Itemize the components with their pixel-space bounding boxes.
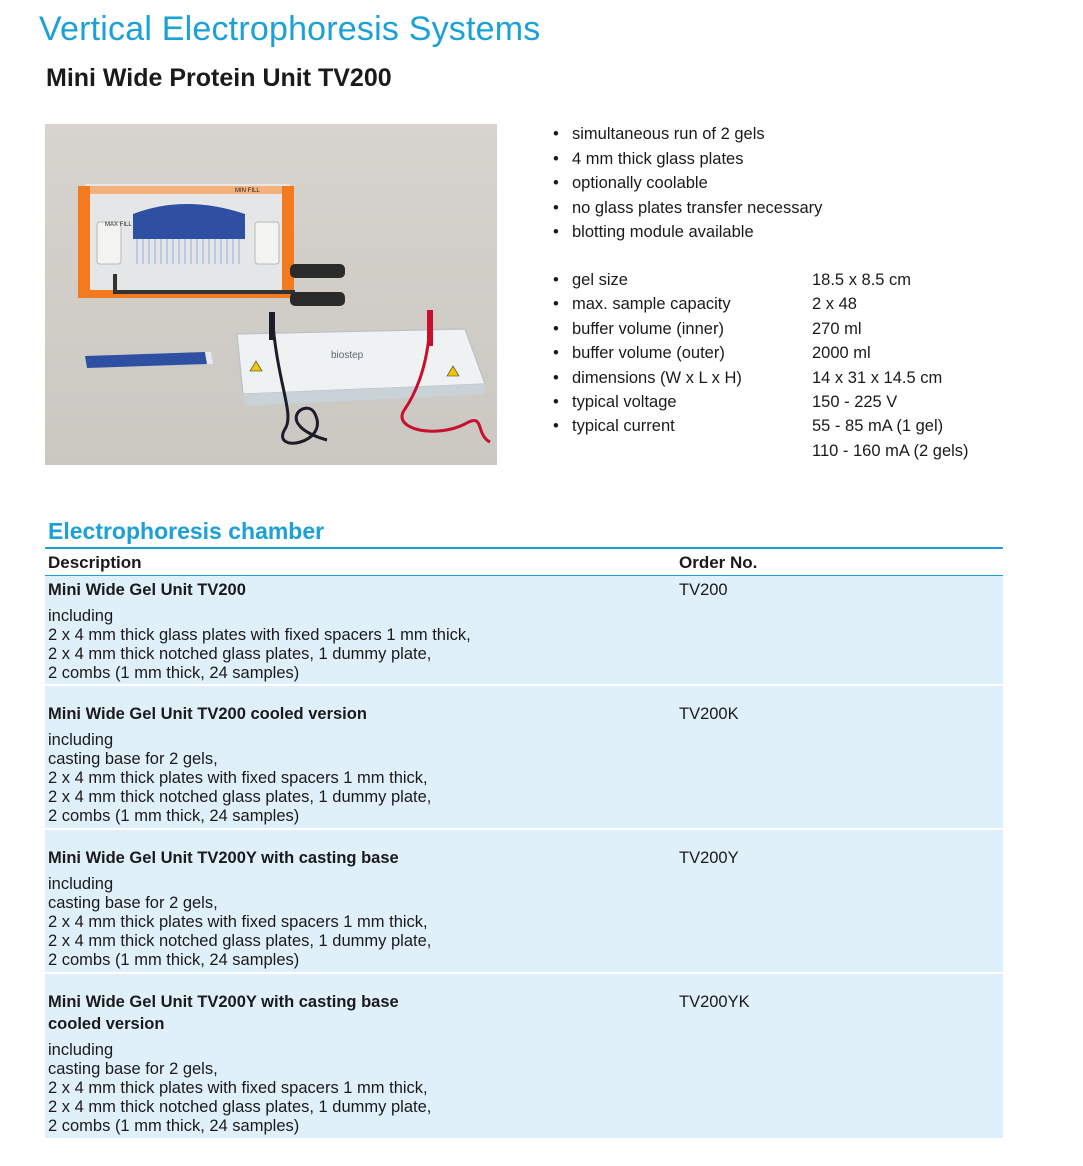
spec-label: buffer volume (inner) [572,319,724,338]
detail-line: including [48,607,114,625]
column-header-order-no: Order No. [679,553,758,572]
column-header-description: Description [48,553,142,572]
product-name-line: Mini Wide Gel Unit TV200 [48,581,246,599]
bullet: • [553,344,559,363]
bullet: • [553,368,559,387]
feature-item: • 4 mm thick glass plates [552,147,1032,172]
spec-value: 2 x 48 [812,295,857,314]
spec-label: dimensions (W x L x H) [572,368,742,387]
table-header [45,550,1003,576]
brand-label: biostep [331,350,364,361]
table-row [45,830,1003,974]
spec-row [552,390,1032,414]
spec-value: 55 - 85 mA (1 gel) [812,417,944,436]
detail-line: 2 x 4 mm thick notched glass plates, 1 dummy plate, [48,645,432,663]
spec-list [552,268,1032,460]
spec-value: 14 x 31 x 14.5 cm [812,368,943,387]
page-subtitle: Mini Wide Protein Unit TV200 [46,64,392,92]
detail-line: casting base for 2 gels, [48,1060,218,1078]
product-name [48,579,246,601]
detail-line: casting base for 2 gels, [48,750,218,768]
order-number: TV200K [679,705,739,723]
detail-line: 2 combs (1 mm thick, 24 samples) [48,664,300,682]
detail-line: 2 x 4 mm thick plates with fixed spacers 1 mm thick, [48,769,428,787]
spec-label: gel size [572,271,628,289]
product-name-line: Mini Wide Gel Unit TV200 cooled version [48,705,367,723]
product-table [45,550,1003,1140]
spec-value: 150 - 225 V [812,392,898,411]
feature-item: • blotting module available [552,220,1032,245]
feature-item: • simultaneous run of 2 gels [552,122,1032,147]
order-number: TV200Y [679,849,739,867]
table-row [45,686,1003,830]
detail-line: including [48,875,114,893]
bullet: • [553,392,559,411]
spec-row [552,292,1032,316]
detail-line: 2 x 4 mm thick plates with fixed spacers 1 mm thick, [48,1079,428,1097]
product-details [48,875,431,970]
bullet: • [553,417,559,436]
product-details [48,731,431,826]
spec-label: typical current [572,417,675,436]
product-name-line: Mini Wide Gel Unit TV200Y with casting base [48,849,399,867]
product-name-line: Mini Wide Gel Unit TV200Y with casting base [48,993,399,1011]
detail-line: 2 combs (1 mm thick, 24 samples) [48,1117,300,1135]
bullet: • [553,319,559,338]
spec-row [552,414,1032,438]
table-row [45,974,1003,1140]
product-name [48,991,399,1035]
section-divider [45,547,1003,549]
detail-line: 2 x 4 mm thick plates with fixed spacers 1 mm thick, [48,913,428,931]
product-details [48,1041,431,1136]
product-name [48,703,367,725]
feature-item: • no glass plates transfer necessary [552,196,1032,221]
detail-line: including [48,731,114,749]
detail-line: 2 x 4 mm thick notched glass plates, 1 dummy plate, [48,788,432,806]
table-row [45,576,1003,686]
product-photo [45,124,497,465]
feature-item: • optionally coolable [552,171,1032,196]
spec-row [552,317,1032,341]
detail-line: including [48,1041,114,1059]
product-details [48,607,471,683]
feature-list [552,122,1032,245]
spec-row [552,366,1032,390]
order-number: TV200YK [679,993,750,1011]
product-name [48,847,399,869]
spec-label: buffer volume (outer) [572,344,725,363]
bullet: • [553,271,559,289]
detail-line: 2 x 4 mm thick glass plates with fixed spacers 1 mm thick, [48,626,471,644]
detail-line: 2 combs (1 mm thick, 24 samples) [48,807,300,825]
spec-label: typical voltage [572,392,677,411]
detail-line: casting base for 2 gels, [48,894,218,912]
detail-line: 2 x 4 mm thick notched glass plates, 1 dummy plate, [48,1098,432,1116]
spec-value: 270 ml [812,319,862,338]
page-title: Vertical Electrophoresis Systems [39,10,541,48]
spec-row [552,341,1032,365]
spec-label: max. sample capacity [572,295,731,314]
detail-line: 2 combs (1 mm thick, 24 samples) [48,951,300,969]
max-fill-label: MAX FILL [105,222,132,228]
spec-value-extra: 110 - 160 mA (2 gels) [812,442,969,460]
spec-value: 2000 ml [812,344,871,363]
detail-line: 2 x 4 mm thick notched glass plates, 1 dummy plate, [48,932,432,950]
min-fill-label: MIN FILL [235,188,260,194]
product-name-line: cooled version [48,1015,165,1033]
spec-value: 18.5 x 8.5 cm [812,271,912,289]
section-title: Electrophoresis chamber [48,518,325,544]
spec-row [552,268,1032,292]
bullet: • [553,295,559,314]
order-number: TV200 [679,581,728,599]
